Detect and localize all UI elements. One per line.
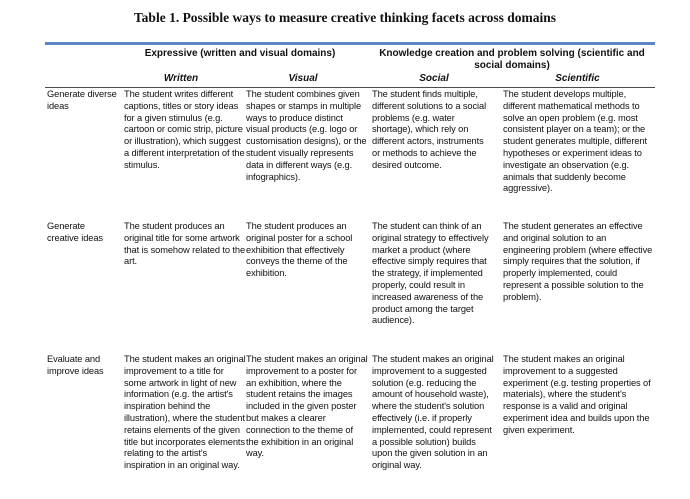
group-header-knowledge: Knowledge creation and problem solving (scientific and social domains) [379, 48, 645, 71]
table-cell: The student can think of an original strategy to effectively market a product (where effective simply requires that the strategy, if implemented properly, could result in increased awareness of the product among the target audience). [372, 221, 489, 326]
header-rule [45, 87, 655, 88]
table-cell: The student writes different captions, titles or story ideas for a given stimulus (e.g. cartoon or comic strip, picture or illustration), which suggest a different interpretation of the stimulus. [124, 89, 245, 170]
table-cell: The student produces an original poster for a school exhibition that effectively conveys the theme of the exhibition. [246, 221, 353, 279]
table-title: Table 1. Possible ways to measure creative thinking facets across domains [133, 10, 557, 25]
row-label: Generate diverse ideas [47, 89, 117, 111]
table-cell: The student makes an original improvement to a poster for an exhibition, where the student retains the images included in the given poster but makes a clearer connection to the theme of the exhibition in an original way. [246, 354, 368, 459]
table-cell: The student finds multiple, different solutions to a social problems (e.g. water shortage), which rely on different actors, instruments or methods to achieve the desired outcome. [372, 89, 487, 170]
row-label: Generate creative ideas [47, 221, 103, 243]
table-cell: The student makes an original improvement to a suggested solution (e.g. reducing the amount of household waste), where the student's solution effectively (i.e. if properly implemented, could represent a possible solution) builds upon the given solution in an original way. [372, 354, 494, 471]
table-cell: The student combines given shapes or stamps in multiple ways to produce distinct visual products (e.g. logo or customisation designs), or the student visually represents data in different ways (e.g. infographics). [246, 89, 367, 182]
table-cell: The student makes an original improvement to a title for some artwork in light of new information (e.g. the artist's inspiration behind the illustration), where the student retains elements of the given title but incorporates elements relating to the artist's inspiration in an original way. [124, 354, 246, 471]
table-cell: The student develops multiple, different mathematical methods to solve an open problem (e.g. most consistent player on a team); or the student generates multiple, different hypotheses or experiment ideas to investigate an observation (e.g. animals that suddenly become aggressive). [503, 89, 647, 194]
column-header-visual: Visual [288, 73, 318, 84]
table-cell: The student produces an original title for some artwork that is somehow related to the art. [124, 221, 246, 267]
row-label: Evaluate and improve ideas [47, 354, 104, 376]
table-cell: The student makes an original improvement to a suggested experiment (e.g. testing properties of materials), where the student's response is a valid and original experiment idea and builds upon the given experiment. [503, 354, 651, 435]
table-cell: The student generates an effective and original solution to an engineering problem (where effective simply requires that the solution, if properly implemented, could represent a possible solution to the problem). [503, 221, 653, 302]
column-header-social: Social [419, 73, 449, 84]
column-header-written: Written [163, 73, 199, 84]
column-header-scientific: Scientific [555, 73, 600, 84]
group-header-expressive: Expressive (written and visual domains) [144, 48, 336, 59]
top-rule [45, 42, 655, 45]
